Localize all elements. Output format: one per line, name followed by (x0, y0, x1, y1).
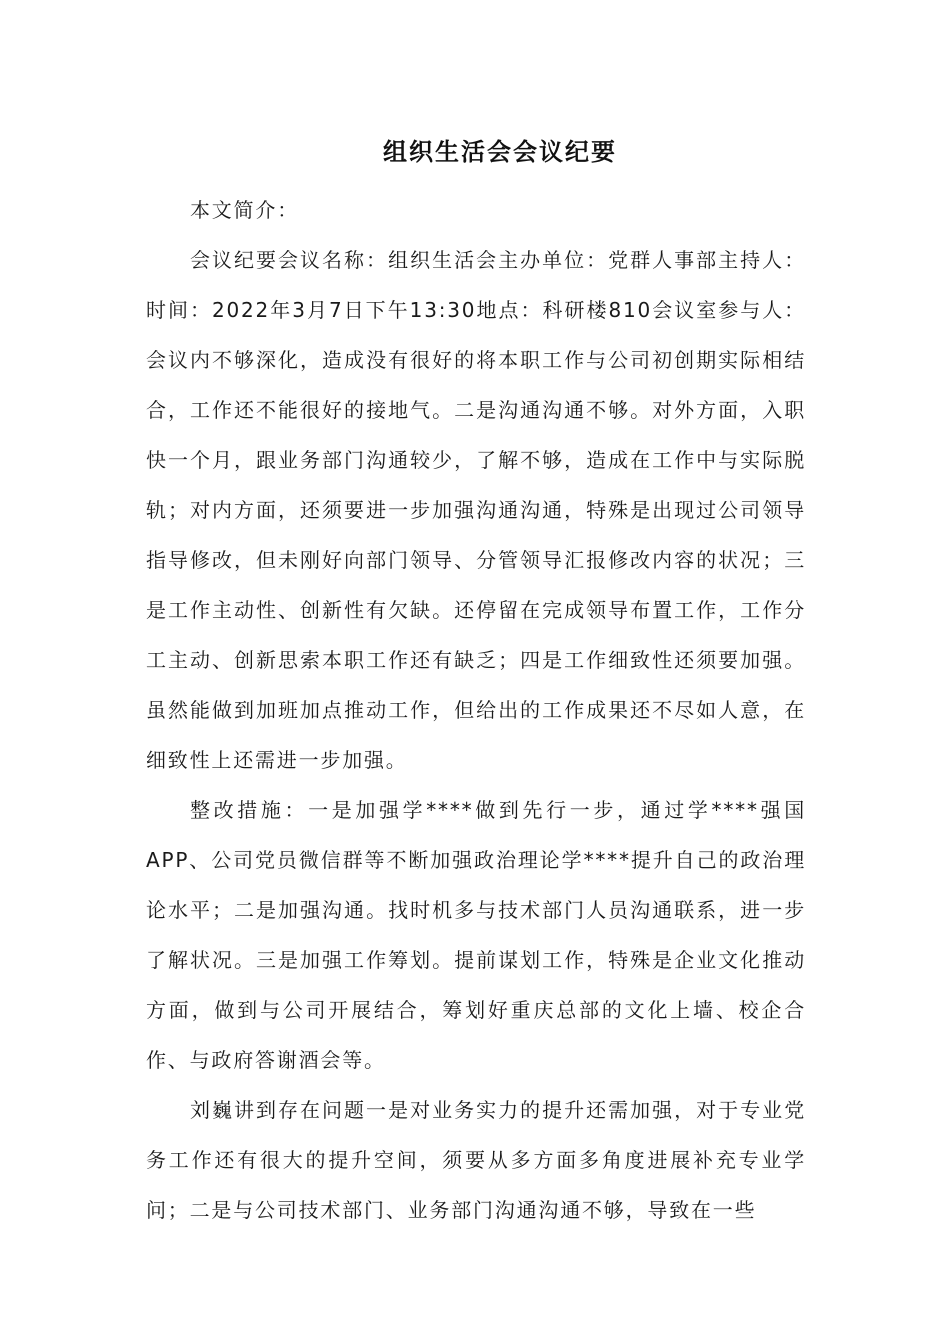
paragraph-meeting-info: 会议纪要会议名称：组织生活会主办单位：党群人事部主持人：时间：2022年3月7日下午13:30地点：科研楼810会议室参与人：会议内不够深化，造成没有很好的将本职工作与公司初创期实际相结合，工作还不能很好的接地气。二是沟通沟通不够。对外方面，入职快一个月，跟业务部门沟通较少，了解不够，造成在工作中与实际脱轨；对内方面，还须要进一步加强沟通沟通，特殊是出现过公司领导指导修改，但未刚好向部门领导、分管领导汇报修改内容的状况；三是工作主动性、创新性有欠缺。还停留在完成领导布置工作，工作分工主动、创新思索本职工作还有缺乏；四是工作细致性还须要加强。虽然能做到加班加点推动工作，但给出的工作成果还不尽如人意，在细致性上还需进一步加强。 (146, 248, 806, 772)
paragraph-liu-wei: 刘巍讲到存在问题一是对业务实力的提升还需加强，对于专业党务工作还有很大的提升空间，须要从多方面多角度进展补充专业学问；二是与公司技术部门、业务部门沟通沟通不够，导致在一些 (146, 1098, 806, 1222)
document-title: 组织生活会会议纪要 (383, 137, 617, 166)
document-body (146, 185, 806, 1235)
paragraph-rectification: 整改措施：一是加强学****做到先行一步，通过学****强国APP、公司党员微信群等不断加强政治理论学****提升自己的政治理论水平；二是加强沟通。找时机多与技术部门人员沟通联系，进一步了解状况。三是加强工作筹划。提前谋划工作，特殊是企业文化推动方面，做到与公司开展结合，筹划好重庆总部的文化上墙、校企合作、与政府答谢酒会等。 (146, 798, 806, 1072)
paragraph-intro-label: 本文简介： (190, 198, 299, 222)
